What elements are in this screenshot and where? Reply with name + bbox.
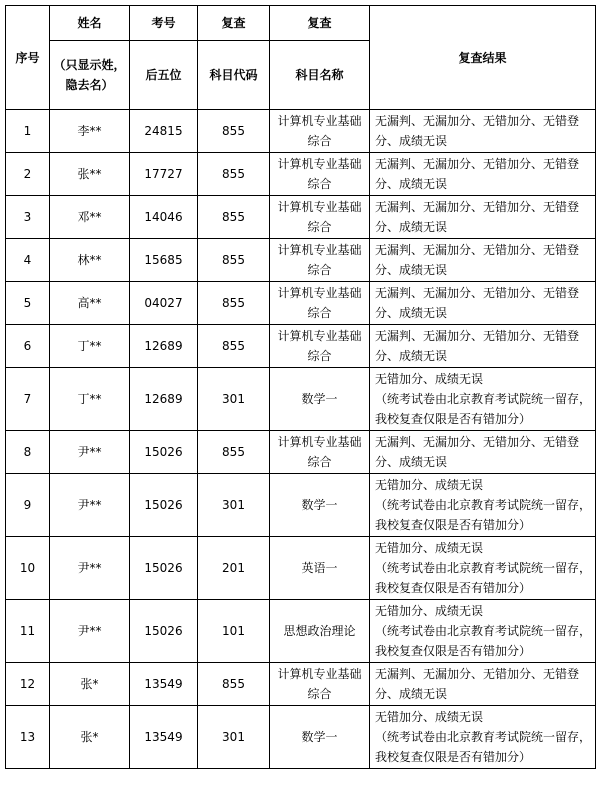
cell-result bbox=[370, 325, 596, 368]
cell-name: 尹** bbox=[50, 431, 130, 474]
cell-exam-number: 15026 bbox=[130, 431, 198, 474]
cell-subject-code: 855 bbox=[198, 196, 270, 239]
cell-result bbox=[370, 110, 596, 153]
cell-exam-number: 15026 bbox=[130, 600, 198, 663]
cell-subject-name: 数学一 bbox=[270, 706, 370, 769]
cell-result bbox=[370, 153, 596, 196]
cell-subject-name: 计算机专业基础综合 bbox=[270, 282, 370, 325]
cell-exam-number: 04027 bbox=[130, 282, 198, 325]
table-row bbox=[6, 663, 596, 706]
cell-result bbox=[370, 474, 596, 537]
cell-subject-name: 计算机专业基础综合 bbox=[270, 239, 370, 282]
cell-subject-code: 855 bbox=[198, 663, 270, 706]
cell-exam-number: 17727 bbox=[130, 153, 198, 196]
result-text: 无错加分、成绩无误 bbox=[375, 710, 484, 724]
result-text: 无错加分、成绩无误 bbox=[375, 372, 484, 386]
cell-subject-name: 英语一 bbox=[270, 537, 370, 600]
header-code-bottom: 科目代码 bbox=[198, 41, 270, 110]
cell-subject-code: 301 bbox=[198, 368, 270, 431]
table-row bbox=[6, 368, 596, 431]
cell-subject-code: 855 bbox=[198, 325, 270, 368]
header-exam-bottom: 后五位 bbox=[130, 41, 198, 110]
table-row bbox=[6, 196, 596, 239]
cell-subject-code: 301 bbox=[198, 474, 270, 537]
table-body bbox=[6, 110, 596, 769]
cell-subject-code: 101 bbox=[198, 600, 270, 663]
cell-seq: 12 bbox=[6, 663, 50, 706]
header-code-top: 复查 bbox=[198, 6, 270, 41]
header-name-note: （只显示姓，隐去名） bbox=[50, 41, 130, 110]
result-text: 无漏判、无漏加分、无错加分、无错登分、成绩无误 bbox=[375, 243, 580, 277]
result-text: 无漏判、无漏加分、无错加分、无错登分、成绩无误 bbox=[375, 114, 580, 148]
result-note: （统考试卷由北京教育考试院统一留存，我校复查仅限是否有错加分） bbox=[375, 624, 592, 658]
header-name-top: 姓名 bbox=[50, 6, 130, 41]
table-row bbox=[6, 110, 596, 153]
cell-exam-number: 12689 bbox=[130, 325, 198, 368]
table-row bbox=[6, 239, 596, 282]
result-note: （统考试卷由北京教育考试院统一留存，我校复查仅限是否有错加分） bbox=[375, 561, 592, 595]
header-row-top bbox=[6, 6, 596, 41]
cell-result bbox=[370, 706, 596, 769]
cell-name: 高** bbox=[50, 282, 130, 325]
cell-subject-name: 计算机专业基础综合 bbox=[270, 431, 370, 474]
cell-result bbox=[370, 431, 596, 474]
cell-exam-number: 15026 bbox=[130, 474, 198, 537]
table-row bbox=[6, 706, 596, 769]
cell-seq: 1 bbox=[6, 110, 50, 153]
cell-name: 尹** bbox=[50, 537, 130, 600]
cell-result bbox=[370, 196, 596, 239]
cell-seq: 9 bbox=[6, 474, 50, 537]
result-text: 无错加分、成绩无误 bbox=[375, 604, 484, 618]
cell-name: 张** bbox=[50, 153, 130, 196]
cell-subject-name: 数学一 bbox=[270, 474, 370, 537]
cell-subject-code: 301 bbox=[198, 706, 270, 769]
result-text: 无漏判、无漏加分、无错加分、无错登分、成绩无误 bbox=[375, 329, 580, 363]
header-subject-bottom: 科目名称 bbox=[270, 41, 370, 110]
cell-seq: 6 bbox=[6, 325, 50, 368]
cell-result bbox=[370, 600, 596, 663]
cell-name: 丁** bbox=[50, 325, 130, 368]
review-results-table bbox=[5, 5, 596, 769]
cell-subject-name: 思想政治理论 bbox=[270, 600, 370, 663]
cell-result bbox=[370, 537, 596, 600]
cell-name: 丁** bbox=[50, 368, 130, 431]
cell-subject-code: 855 bbox=[198, 239, 270, 282]
cell-result bbox=[370, 239, 596, 282]
cell-seq: 3 bbox=[6, 196, 50, 239]
cell-seq: 8 bbox=[6, 431, 50, 474]
cell-seq: 10 bbox=[6, 537, 50, 600]
table-row bbox=[6, 431, 596, 474]
cell-name: 张* bbox=[50, 663, 130, 706]
cell-exam-number: 15026 bbox=[130, 537, 198, 600]
cell-result bbox=[370, 282, 596, 325]
cell-subject-name: 数学一 bbox=[270, 368, 370, 431]
table-row bbox=[6, 325, 596, 368]
cell-exam-number: 13549 bbox=[130, 663, 198, 706]
cell-exam-number: 24815 bbox=[130, 110, 198, 153]
table-row bbox=[6, 474, 596, 537]
result-text: 无漏判、无漏加分、无错加分、无错登分、成绩无误 bbox=[375, 200, 580, 234]
cell-subject-code: 855 bbox=[198, 153, 270, 196]
cell-name: 李** bbox=[50, 110, 130, 153]
cell-exam-number: 12689 bbox=[130, 368, 198, 431]
table-row bbox=[6, 537, 596, 600]
result-note: （统考试卷由北京教育考试院统一留存，我校复查仅限是否有错加分） bbox=[375, 730, 592, 764]
result-note: （统考试卷由北京教育考试院统一留存，我校复查仅限是否有错加分） bbox=[375, 498, 592, 532]
cell-subject-code: 855 bbox=[198, 282, 270, 325]
cell-seq: 13 bbox=[6, 706, 50, 769]
cell-exam-number: 13549 bbox=[130, 706, 198, 769]
header-exam-top: 考号 bbox=[130, 6, 198, 41]
cell-subject-code: 201 bbox=[198, 537, 270, 600]
cell-subject-name: 计算机专业基础综合 bbox=[270, 325, 370, 368]
result-text: 无错加分、成绩无误 bbox=[375, 541, 484, 555]
table-row bbox=[6, 282, 596, 325]
cell-name: 张* bbox=[50, 706, 130, 769]
cell-subject-name: 计算机专业基础综合 bbox=[270, 153, 370, 196]
table-row bbox=[6, 153, 596, 196]
cell-seq: 5 bbox=[6, 282, 50, 325]
result-text: 无漏判、无漏加分、无错加分、无错登分、成绩无误 bbox=[375, 667, 580, 701]
cell-result bbox=[370, 663, 596, 706]
cell-seq: 4 bbox=[6, 239, 50, 282]
result-text: 无漏判、无漏加分、无错加分、无错登分、成绩无误 bbox=[375, 157, 580, 191]
cell-subject-name: 计算机专业基础综合 bbox=[270, 196, 370, 239]
cell-exam-number: 14046 bbox=[130, 196, 198, 239]
cell-subject-name: 计算机专业基础综合 bbox=[270, 110, 370, 153]
cell-name: 尹** bbox=[50, 474, 130, 537]
result-text: 无错加分、成绩无误 bbox=[375, 478, 484, 492]
result-note: （统考试卷由北京教育考试院统一留存，我校复查仅限是否有错加分） bbox=[375, 392, 592, 426]
cell-name: 林** bbox=[50, 239, 130, 282]
cell-subject-name: 计算机专业基础综合 bbox=[270, 663, 370, 706]
cell-seq: 11 bbox=[6, 600, 50, 663]
cell-exam-number: 15685 bbox=[130, 239, 198, 282]
cell-name: 尹** bbox=[50, 600, 130, 663]
cell-seq: 7 bbox=[6, 368, 50, 431]
result-text: 无漏判、无漏加分、无错加分、无错登分、成绩无误 bbox=[375, 286, 580, 320]
header-seq: 序号 bbox=[6, 6, 50, 110]
header-subject-top: 复查 bbox=[270, 6, 370, 41]
header-result: 复查结果 bbox=[370, 6, 596, 110]
cell-name: 邓** bbox=[50, 196, 130, 239]
table-row bbox=[6, 600, 596, 663]
cell-result bbox=[370, 368, 596, 431]
cell-subject-code: 855 bbox=[198, 110, 270, 153]
cell-subject-code: 855 bbox=[198, 431, 270, 474]
result-text: 无漏判、无漏加分、无错加分、无错登分、成绩无误 bbox=[375, 435, 580, 469]
cell-seq: 2 bbox=[6, 153, 50, 196]
